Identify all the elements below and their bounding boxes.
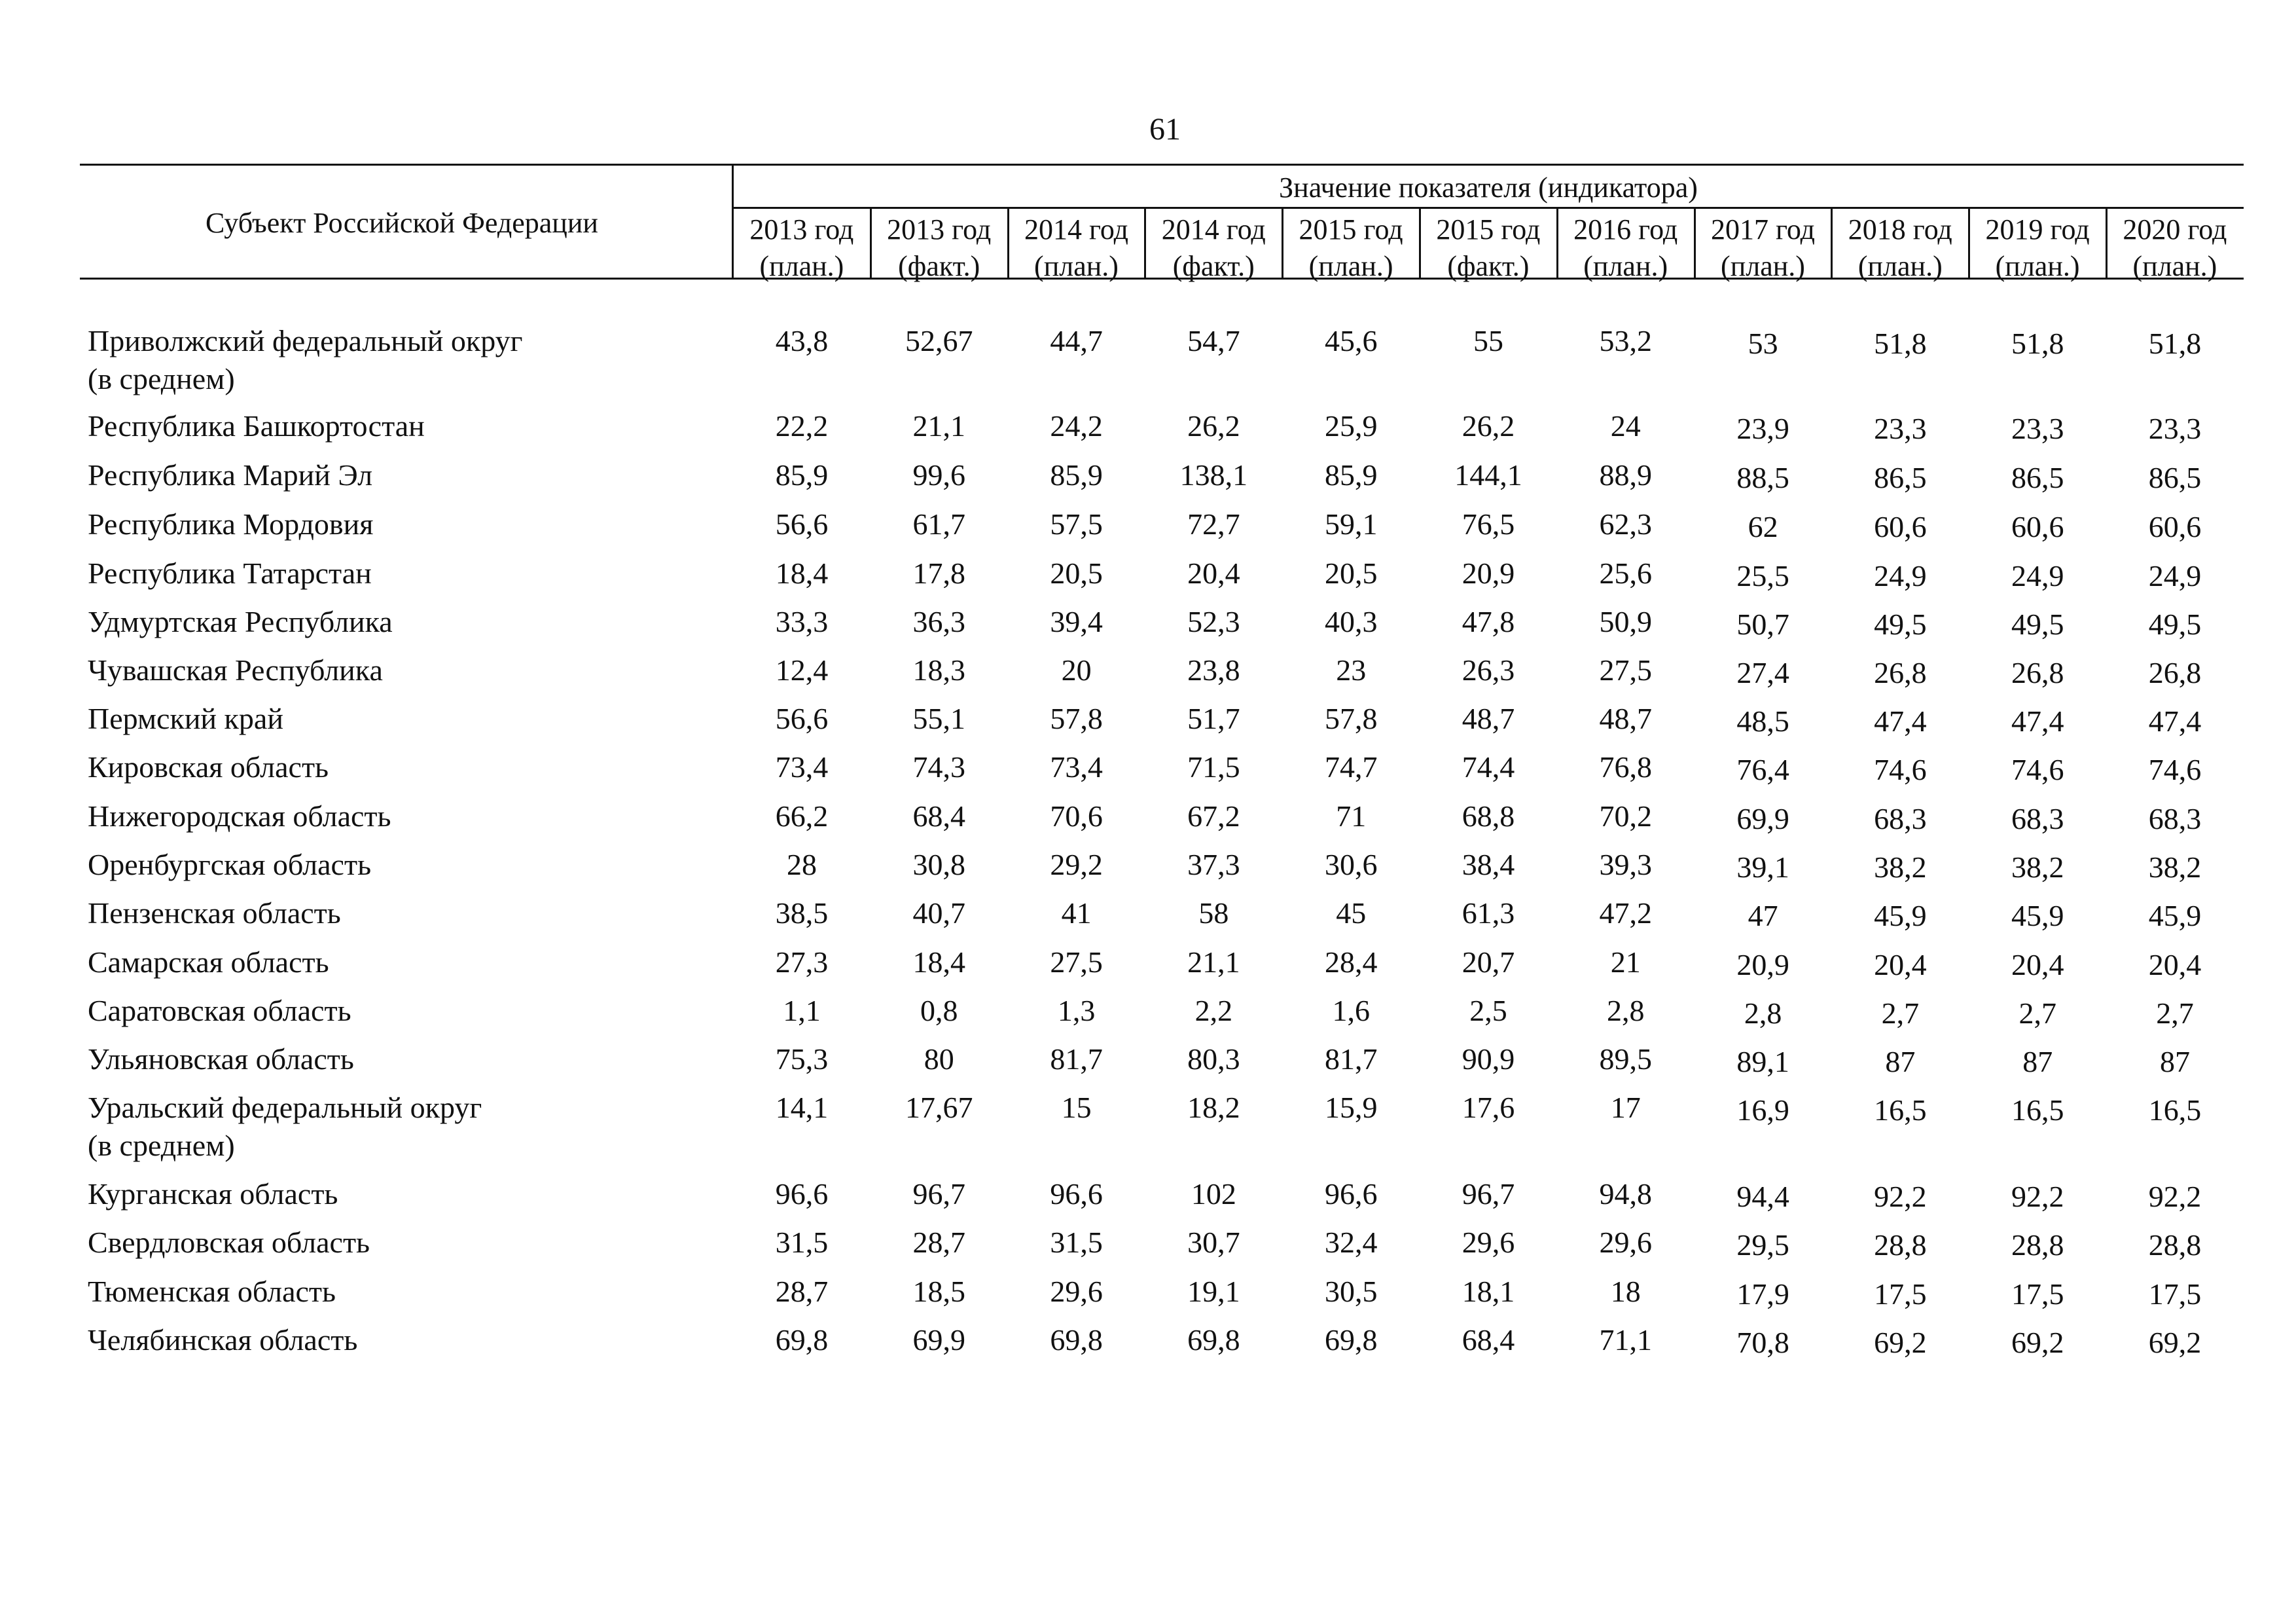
value-cell: 56,6 — [775, 507, 829, 541]
value-cell: 70,6 — [1050, 799, 1103, 833]
value-cell: 44,7 — [1050, 324, 1103, 357]
value-cell: 20,4 — [2148, 948, 2202, 981]
value-cell: 16,5 — [1874, 1093, 1927, 1127]
value-cell: 88,5 — [1736, 461, 1789, 494]
value-cell: 1,1 — [783, 994, 821, 1027]
value-cell: 96,7 — [1462, 1177, 1515, 1211]
value-cell: 69,8 — [1187, 1323, 1240, 1357]
value-cell: 81,7 — [1050, 1042, 1103, 1076]
column-year-label: 2014 год — [1161, 213, 1266, 246]
value-cell: 39,3 — [1599, 848, 1653, 881]
value-cell: 26,2 — [1187, 409, 1240, 443]
value-cell: 20,9 — [1462, 556, 1515, 590]
value-cell: 138,1 — [1179, 458, 1248, 492]
value-cell: 45 — [1336, 896, 1367, 930]
region-name: Республика Татарстан — [88, 556, 372, 590]
value-cell: 33,3 — [775, 605, 829, 638]
column-kind-label: (план.) — [1308, 250, 1393, 282]
value-cell: 20,9 — [1736, 948, 1789, 981]
value-cell: 18,5 — [912, 1275, 966, 1308]
region-name: Приволжский федеральный округ — [88, 324, 523, 357]
value-cell: 41 — [1061, 896, 1092, 930]
value-cell: 26,8 — [1874, 656, 1927, 689]
value-cell: 18,2 — [1187, 1091, 1240, 1124]
value-cell: 27,4 — [1736, 656, 1789, 689]
column-kind-label: (план.) — [2132, 250, 2217, 282]
value-cell: 57,8 — [1324, 702, 1378, 735]
value-cell: 96,6 — [1050, 1177, 1103, 1211]
value-cell: 92,2 — [2011, 1180, 2064, 1213]
value-cell: 18,3 — [912, 653, 966, 687]
value-cell: 24,2 — [1050, 409, 1103, 443]
value-cell: 29,6 — [1599, 1226, 1653, 1259]
value-cell: 50,7 — [1736, 608, 1789, 641]
value-cell: 2,8 — [1607, 994, 1645, 1027]
value-cell: 26,8 — [2148, 656, 2202, 689]
value-cell: 87 — [2022, 1045, 2053, 1078]
value-cell: 87 — [2160, 1045, 2190, 1078]
value-cell: 16,9 — [1736, 1093, 1789, 1127]
value-cell: 30,7 — [1187, 1226, 1240, 1259]
value-cell: 96,7 — [912, 1177, 966, 1211]
column-year-label: 2020 год — [2123, 213, 2227, 246]
value-cell: 2,7 — [1881, 996, 1920, 1030]
value-cell: 17,67 — [905, 1091, 973, 1124]
value-cell: 74,7 — [1324, 750, 1378, 784]
value-cell: 27,5 — [1050, 945, 1103, 979]
value-cell: 16,5 — [2148, 1093, 2202, 1127]
value-cell: 90,9 — [1462, 1042, 1515, 1076]
region-name: Тюменская область — [88, 1275, 336, 1308]
value-cell: 75,3 — [775, 1042, 829, 1076]
value-cell: 20,7 — [1462, 945, 1515, 979]
region-name: Челябинская область — [88, 1323, 358, 1357]
value-cell: 23,9 — [1736, 412, 1789, 445]
subject-column-header: Субъект Российской Федерации — [206, 207, 598, 239]
value-cell: 38,5 — [775, 896, 829, 930]
value-cell: 56,6 — [775, 702, 829, 735]
value-cell: 69,8 — [1324, 1323, 1378, 1357]
value-cell: 80 — [924, 1042, 954, 1076]
value-cell: 28 — [787, 848, 817, 881]
value-cell: 94,4 — [1736, 1180, 1789, 1213]
value-cell: 30,8 — [912, 848, 966, 881]
value-cell: 38,2 — [2011, 850, 2064, 884]
value-cell: 66,2 — [775, 799, 829, 833]
value-cell: 28,7 — [912, 1226, 966, 1259]
value-cell: 21 — [1610, 945, 1641, 979]
region-name: Пензенская область — [88, 896, 341, 930]
value-cell: 69,2 — [2148, 1326, 2202, 1359]
value-cell: 53 — [1748, 327, 1778, 360]
region-name: Пермский край — [88, 702, 283, 735]
value-cell: 17,6 — [1462, 1091, 1515, 1124]
value-cell: 59,1 — [1324, 507, 1378, 541]
column-kind-label: (план.) — [1583, 250, 1668, 282]
region-name: Кировская область — [88, 750, 329, 784]
value-cell: 57,8 — [1050, 702, 1103, 735]
value-cell: 86,5 — [1874, 461, 1927, 494]
value-cell: 48,7 — [1599, 702, 1653, 735]
value-cell: 74,6 — [2148, 753, 2202, 786]
region-name: Республика Башкортостан — [88, 409, 425, 443]
value-cell: 49,5 — [2148, 608, 2202, 641]
value-cell: 15,9 — [1324, 1091, 1378, 1124]
value-cell: 45,6 — [1324, 324, 1378, 357]
value-cell: 54,7 — [1187, 324, 1240, 357]
value-cell: 55,1 — [912, 702, 966, 735]
value-cell: 2,7 — [2018, 996, 2056, 1030]
region-name: Самарская область — [88, 945, 329, 979]
value-cell: 45,9 — [2011, 899, 2064, 932]
value-cell: 17,9 — [1736, 1277, 1789, 1311]
value-cell: 18,4 — [912, 945, 966, 979]
value-cell: 55 — [1473, 324, 1503, 357]
column-kind-label: (план.) — [1034, 250, 1119, 282]
value-cell: 26,3 — [1462, 653, 1515, 687]
value-cell: 18,1 — [1462, 1275, 1515, 1308]
region-name: Курганская область — [88, 1177, 338, 1211]
value-cell: 20,4 — [2011, 948, 2064, 981]
value-cell: 92,2 — [1874, 1180, 1927, 1213]
value-cell: 37,3 — [1187, 848, 1240, 881]
value-cell: 67,2 — [1187, 799, 1240, 833]
value-cell: 23,3 — [2011, 412, 2064, 445]
region-name: Уральский федеральный округ — [88, 1091, 482, 1124]
value-cell: 20,5 — [1324, 556, 1378, 590]
value-cell: 68,3 — [2148, 802, 2202, 835]
value-cell: 86,5 — [2011, 461, 2064, 494]
value-cell: 73,4 — [1050, 750, 1103, 784]
value-cell: 18,4 — [775, 556, 829, 590]
column-kind-label: (план.) — [1857, 250, 1943, 282]
value-cell: 25,6 — [1599, 556, 1653, 590]
region-name: Республика Мордовия — [88, 507, 374, 541]
value-cell: 74,3 — [912, 750, 966, 784]
value-cell: 51,7 — [1187, 702, 1240, 735]
region-name: Чувашская Республика — [88, 653, 383, 687]
value-cell: 88,9 — [1599, 458, 1653, 492]
value-cell: 17,8 — [912, 556, 966, 590]
value-cell: 74,4 — [1462, 750, 1515, 784]
value-cell: 26,2 — [1462, 409, 1515, 443]
region-name: Нижегородская область — [88, 799, 391, 833]
value-cell: 17,5 — [2011, 1277, 2064, 1311]
value-cell: 52,67 — [905, 324, 973, 357]
value-cell: 74,6 — [1874, 753, 1927, 786]
column-year-label: 2013 год — [749, 213, 854, 246]
value-cell: 47 — [1748, 899, 1778, 932]
value-cell: 23 — [1336, 653, 1367, 687]
value-cell: 19,1 — [1187, 1275, 1240, 1308]
value-cell: 24,9 — [2148, 559, 2202, 593]
column-kind-label: (факт.) — [898, 250, 980, 282]
value-cell: 89,1 — [1736, 1045, 1789, 1078]
value-cell: 47,4 — [2148, 704, 2202, 738]
value-cell: 60,6 — [2148, 510, 2202, 543]
value-cell: 28,8 — [2148, 1228, 2202, 1262]
value-cell: 21,1 — [912, 409, 966, 443]
value-cell: 39,1 — [1736, 850, 1789, 884]
value-cell: 94,8 — [1599, 1177, 1653, 1211]
value-cell: 17,5 — [1874, 1277, 1927, 1311]
value-cell: 38,2 — [1874, 850, 1927, 884]
value-cell: 31,5 — [775, 1226, 829, 1259]
value-cell: 85,9 — [1050, 458, 1103, 492]
value-cell: 0,8 — [920, 994, 958, 1027]
value-cell: 62,3 — [1599, 507, 1653, 541]
region-name: Удмуртская Республика — [88, 605, 393, 638]
region-name: Оренбургская область — [88, 848, 372, 881]
value-cell: 144,1 — [1454, 458, 1522, 492]
value-cell: 102 — [1191, 1177, 1236, 1211]
value-cell: 1,3 — [1057, 994, 1096, 1027]
value-cell: 43,8 — [775, 324, 829, 357]
column-kind-label: (план.) — [1721, 250, 1805, 282]
value-cell: 18 — [1610, 1275, 1641, 1308]
value-cell: 49,5 — [1874, 608, 1927, 641]
value-cell: 20,4 — [1874, 948, 1927, 981]
value-cell: 48,5 — [1736, 704, 1789, 738]
value-cell: 61,7 — [912, 507, 966, 541]
value-cell: 2,2 — [1194, 994, 1233, 1027]
value-cell: 20,5 — [1050, 556, 1103, 590]
value-cell: 57,5 — [1050, 507, 1103, 541]
value-cell: 86,5 — [2148, 461, 2202, 494]
value-cell: 70,8 — [1736, 1326, 1789, 1359]
value-cell: 58 — [1198, 896, 1229, 930]
value-cell: 14,1 — [775, 1091, 829, 1124]
value-cell: 38,2 — [2148, 850, 2202, 884]
value-cell: 76,8 — [1599, 750, 1653, 784]
column-kind-label: (план.) — [1995, 250, 2080, 282]
value-cell: 29,5 — [1736, 1228, 1789, 1262]
value-cell: 17,5 — [2148, 1277, 2202, 1311]
value-cell: 38,4 — [1462, 848, 1515, 881]
value-cell: 45,9 — [2148, 899, 2202, 932]
value-cell: 69,2 — [1874, 1326, 1927, 1359]
value-cell: 30,5 — [1324, 1275, 1378, 1308]
value-cell: 85,9 — [1324, 458, 1378, 492]
value-cell: 23,3 — [2148, 412, 2202, 445]
value-cell: 60,6 — [1874, 510, 1927, 543]
value-cell: 73,4 — [775, 750, 829, 784]
value-cell: 74,6 — [2011, 753, 2064, 786]
value-cell: 28,7 — [775, 1275, 829, 1308]
value-cell: 52,3 — [1187, 605, 1240, 638]
value-cell: 25,5 — [1736, 559, 1789, 593]
region-name: Ульяновская область — [88, 1042, 354, 1076]
value-cell: 36,3 — [912, 605, 966, 638]
value-cell: 47,4 — [1874, 704, 1927, 738]
value-cell: 17 — [1610, 1091, 1641, 1124]
value-cell: 50,9 — [1599, 605, 1653, 638]
value-cell: 40,3 — [1324, 605, 1378, 638]
value-cell: 85,9 — [775, 458, 829, 492]
value-cell: 27,3 — [775, 945, 829, 979]
column-year-label: 2016 год — [1573, 213, 1678, 246]
column-kind-label: (план.) — [759, 250, 844, 282]
value-cell: 70,2 — [1599, 799, 1653, 833]
value-cell: 26,8 — [2011, 656, 2064, 689]
page-number: 61 — [1149, 112, 1181, 147]
column-year-label: 2018 год — [1848, 213, 1952, 246]
value-cell: 2,8 — [1744, 996, 1782, 1030]
value-cell: 69,9 — [912, 1323, 966, 1357]
column-year-label: 2014 год — [1024, 213, 1129, 246]
value-cell: 68,4 — [912, 799, 966, 833]
group-header-rule — [733, 207, 2244, 209]
value-cell: 30,6 — [1324, 848, 1378, 881]
value-cell: 23,3 — [1874, 412, 1927, 445]
value-cell: 27,5 — [1599, 653, 1653, 687]
value-cell: 24,9 — [2011, 559, 2064, 593]
value-cell: 31,5 — [1050, 1226, 1103, 1259]
value-cell: 96,6 — [1324, 1177, 1378, 1211]
value-cell: 21,1 — [1187, 945, 1240, 979]
value-cell: 71 — [1336, 799, 1367, 833]
region-name: Республика Марий Эл — [88, 458, 373, 492]
column-year-label: 2015 год — [1436, 213, 1541, 246]
value-cell: 28,8 — [1874, 1228, 1927, 1262]
value-cell: 20,4 — [1187, 556, 1240, 590]
value-cell: 24,9 — [1874, 559, 1927, 593]
value-cell: 28,8 — [2011, 1228, 2064, 1262]
value-cell: 32,4 — [1324, 1226, 1378, 1259]
region-name: Свердловская область — [88, 1226, 370, 1259]
value-cell: 2,5 — [1469, 994, 1507, 1027]
value-cell: 51,8 — [1874, 327, 1927, 360]
value-cell: 47,8 — [1462, 605, 1515, 638]
value-cell: 2,7 — [2156, 996, 2194, 1030]
value-cell: 20 — [1061, 653, 1092, 687]
value-cell: 99,6 — [912, 458, 966, 492]
region-name-note: (в среднем) — [88, 1129, 235, 1162]
value-cell: 92,2 — [2148, 1180, 2202, 1213]
column-kind-label: (факт.) — [1172, 250, 1255, 282]
value-cell: 1,6 — [1332, 994, 1370, 1027]
indicator-group-header: Значение показателя (индикатора) — [1279, 172, 1698, 204]
column-kind-label: (факт.) — [1447, 250, 1530, 282]
value-cell: 69,2 — [2011, 1326, 2064, 1359]
value-cell: 89,5 — [1599, 1042, 1653, 1076]
value-cell: 69,9 — [1736, 802, 1789, 835]
value-cell: 68,8 — [1462, 799, 1515, 833]
value-cell: 61,3 — [1462, 896, 1515, 930]
column-year-label: 2013 год — [887, 213, 992, 246]
value-cell: 39,4 — [1050, 605, 1103, 638]
value-cell: 12,4 — [775, 653, 829, 687]
value-cell: 68,4 — [1462, 1323, 1515, 1357]
value-cell: 51,8 — [2148, 327, 2202, 360]
value-cell: 80,3 — [1187, 1042, 1240, 1076]
column-year-label: 2019 год — [1985, 213, 2090, 246]
value-cell: 69,8 — [1050, 1323, 1103, 1357]
value-cell: 81,7 — [1324, 1042, 1378, 1076]
value-cell: 68,3 — [2011, 802, 2064, 835]
table-top-rule — [80, 164, 2244, 166]
value-cell: 51,8 — [2011, 327, 2064, 360]
value-cell: 96,6 — [775, 1177, 829, 1211]
value-cell: 16,5 — [2011, 1093, 2064, 1127]
value-cell: 76,5 — [1462, 507, 1515, 541]
value-cell: 72,7 — [1187, 507, 1240, 541]
value-cell: 28,4 — [1324, 945, 1378, 979]
value-cell: 47,2 — [1599, 896, 1653, 930]
region-name: Саратовская область — [88, 994, 351, 1027]
value-cell: 76,4 — [1736, 753, 1789, 786]
value-cell: 62 — [1748, 510, 1778, 543]
value-cell: 48,7 — [1462, 702, 1515, 735]
value-cell: 53,2 — [1599, 324, 1653, 357]
value-cell: 25,9 — [1324, 409, 1378, 443]
region-name-note: (в среднем) — [88, 362, 235, 395]
value-cell: 71,1 — [1599, 1323, 1653, 1357]
value-cell: 24 — [1610, 409, 1641, 443]
value-cell: 69,8 — [775, 1323, 829, 1357]
value-cell: 29,6 — [1050, 1275, 1103, 1308]
column-year-label: 2015 год — [1299, 213, 1403, 246]
column-year-label: 2017 год — [1710, 213, 1816, 246]
value-cell: 68,3 — [1874, 802, 1927, 835]
value-cell: 40,7 — [912, 896, 966, 930]
value-cell: 23,8 — [1187, 653, 1240, 687]
value-cell: 49,5 — [2011, 608, 2064, 641]
value-cell: 22,2 — [775, 409, 829, 443]
value-cell: 29,2 — [1050, 848, 1103, 881]
value-cell: 15 — [1061, 1091, 1092, 1124]
value-cell: 45,9 — [1874, 899, 1927, 932]
value-cell: 87 — [1885, 1045, 1916, 1078]
value-cell: 29,6 — [1462, 1226, 1515, 1259]
value-cell: 71,5 — [1187, 750, 1240, 784]
value-cell: 60,6 — [2011, 510, 2064, 543]
value-cell: 47,4 — [2011, 704, 2064, 738]
